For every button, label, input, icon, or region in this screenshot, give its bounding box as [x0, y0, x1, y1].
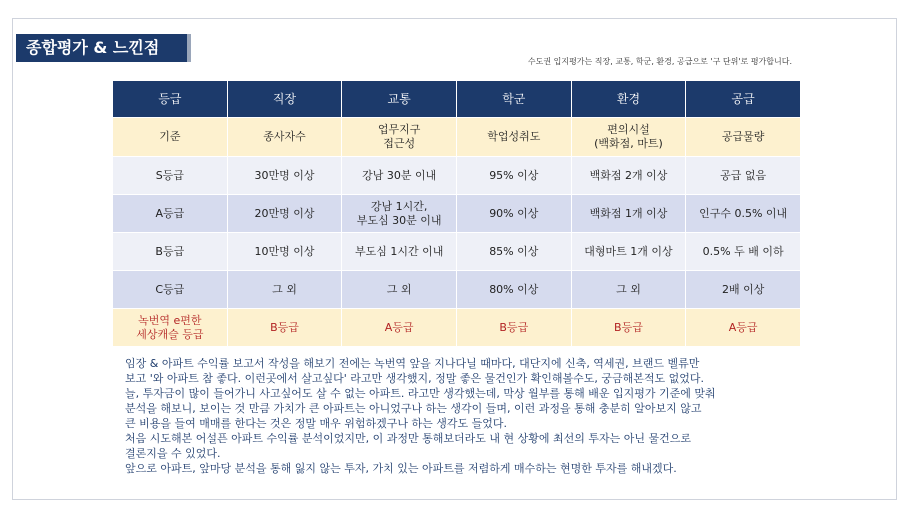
- table-cell: 업무지구 접근성: [342, 118, 457, 157]
- table-cell: 대형마트 1개 이상: [571, 233, 686, 271]
- reflection-text: [125, 356, 815, 476]
- table-cell: 종사자수: [227, 118, 342, 157]
- text-line: 큰 비용을 들여 매매를 한다는 것은 정말 매우 위험하겠구나 하는 생각도 들었다.: [125, 417, 507, 430]
- criteria-row: [113, 118, 801, 157]
- table-cell: 30만명 이상: [227, 157, 342, 195]
- result-row: [113, 309, 801, 347]
- table-cell: 편의시설 (백화점, 마트): [571, 118, 686, 157]
- table-cell: B등급: [456, 309, 571, 347]
- table-cell: C등급: [113, 271, 228, 309]
- text-line: 앞으로 아파트, 앞마당 분석을 통해 잃지 않는 투자, 가치 있는 아파트를 저렴하게 매수하는 현명한 투자를 해내겠다.: [125, 462, 677, 475]
- table-cell: 학업성취도: [456, 118, 571, 157]
- header-cell: 교통: [342, 81, 457, 118]
- table-cell: 20만명 이상: [227, 195, 342, 233]
- text-line: 결론지을 수 있었다.: [125, 447, 221, 460]
- table-cell: B등급: [227, 309, 342, 347]
- table-row: [113, 157, 801, 195]
- table-cell: 강남 30분 이내: [342, 157, 457, 195]
- table-cell: 0.5% 두 배 이하: [686, 233, 801, 271]
- table-cell: S등급: [113, 157, 228, 195]
- table-cell: A등급: [113, 195, 228, 233]
- text-line: 분석을 해보니, 보이는 것 만큼 가치가 큰 아파트는 아니었구나 하는 생각이 들며, 이런 과정을 통해 충분히 알아보지 않고: [125, 402, 702, 415]
- table-cell: 2배 이상: [686, 271, 801, 309]
- text-line: 처음 시도해본 어설픈 아파트 수익률 분석이었지만, 이 과정만 통해보더라도 내 현 상황에 최선의 투자는 아닌 물건으로: [125, 432, 691, 445]
- table-cell: 그 외: [342, 271, 457, 309]
- table-cell: 90% 이상: [456, 195, 571, 233]
- header-row: [113, 81, 801, 118]
- table-cell: 백화점 2개 이상: [571, 157, 686, 195]
- table-cell: 백화점 1개 이상: [571, 195, 686, 233]
- table-cell: 부도심 1시간 이내: [342, 233, 457, 271]
- header-cell: 등급: [113, 81, 228, 118]
- text-line: 임장 & 아파트 수익률 보고서 작성을 해보기 전에는 녹번역 앞을 지나다닐 때마다, 대단지에 신축, 역세권, 브랜드 벨류만: [125, 357, 700, 370]
- table-cell: 인구수 0.5% 이내: [686, 195, 801, 233]
- table-cell: 85% 이상: [456, 233, 571, 271]
- table-cell: 그 외: [227, 271, 342, 309]
- table-cell: 강남 1시간, 부도심 30분 이내: [342, 195, 457, 233]
- header-cell: 공급: [686, 81, 801, 118]
- section-title: 종합평가 & 느낀점: [16, 34, 191, 62]
- table-cell: A등급: [686, 309, 801, 347]
- text-line: 보고 '와 아파트 참 좋다. 이런곳에서 살고싶다' 라고만 생각했지, 정말 좋은 물건인가 확인해볼수도, 궁금해본적도 없었다.: [125, 372, 705, 385]
- table-row: [113, 271, 801, 309]
- table-cell: 95% 이상: [456, 157, 571, 195]
- table-cell: 10만명 이상: [227, 233, 342, 271]
- header-cell: 직장: [227, 81, 342, 118]
- table-cell: A등급: [342, 309, 457, 347]
- table-cell: 공급물량: [686, 118, 801, 157]
- table-cell: B등급: [571, 309, 686, 347]
- header-cell: 환경: [571, 81, 686, 118]
- table-cell: 공급 없음: [686, 157, 801, 195]
- table-cell: 그 외: [571, 271, 686, 309]
- table-row: [113, 195, 801, 233]
- table-cell: 기준: [113, 118, 228, 157]
- table-cell: 녹번역 e편한 세상캐슬 등급: [113, 309, 228, 347]
- evaluation-note: 수도권 입지평가는 직장, 교통, 학군, 환경, 공급으로 '구 단위'로 평가합니다.: [527, 57, 792, 66]
- table-row: [113, 233, 801, 271]
- text-line: 늘, 투자금이 많이 들어가니 사고싶어도 살 수 없는 아파트. 라고만 생각했는데, 막상 월부를 통해 배운 입지평가 기준에 맞춰: [125, 387, 716, 400]
- table-cell: 80% 이상: [456, 271, 571, 309]
- header-cell: 학군: [456, 81, 571, 118]
- table-cell: B등급: [113, 233, 228, 271]
- grade-table: [112, 80, 801, 347]
